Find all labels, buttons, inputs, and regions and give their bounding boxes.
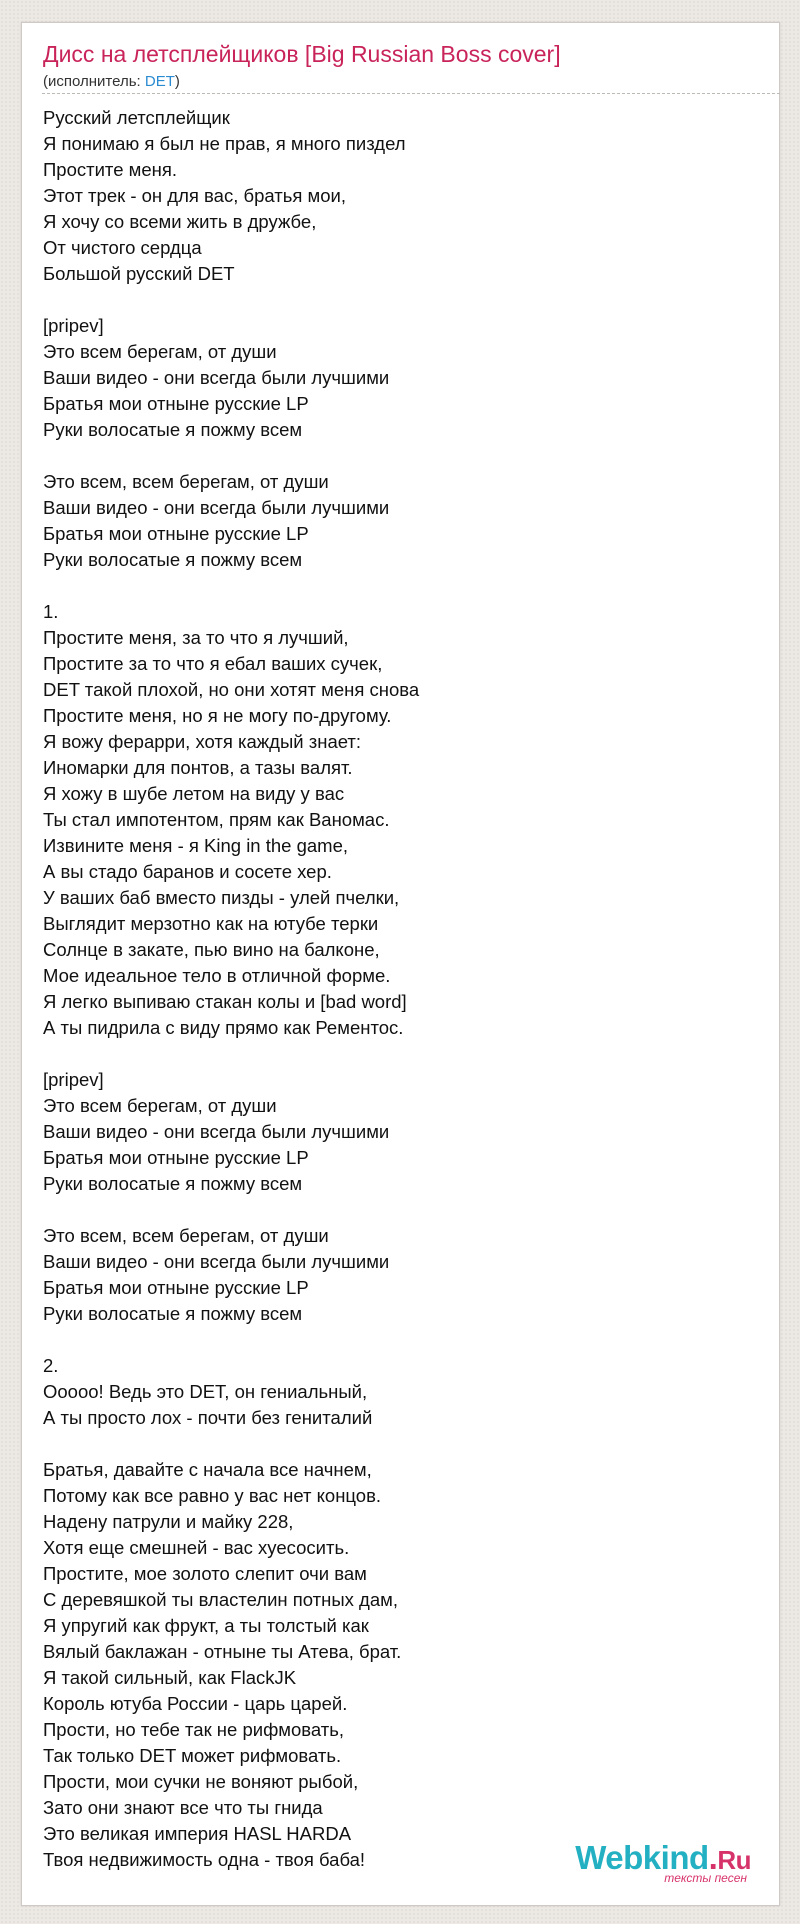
lyrics-line: А вы стадо баранов и сосете хер.: [43, 861, 332, 882]
lyrics-line: Король ютуба России - царь царей.: [43, 1693, 348, 1714]
lyrics-line: Братья мои отныне русские LP: [43, 1147, 309, 1168]
lyrics-line: Вялый баклажан - отныне ты Атева, брат.: [43, 1641, 402, 1662]
performer-prefix: (исполнитель:: [43, 73, 145, 90]
lyrics-line: [pripev]: [43, 315, 104, 336]
lyrics-line: Твоя недвижимость одна - твоя баба!: [43, 1849, 366, 1870]
lyrics-line: Иномарки для понтов, а тазы валят.: [43, 757, 353, 778]
lyrics-line: Братья, давайте с начала все начнем,: [43, 1459, 372, 1480]
lyrics-line: Я легко выпиваю стакан колы и [bad word]: [43, 991, 407, 1012]
lyrics-line: Это всем берегам, от души: [43, 1095, 277, 1116]
lyrics-line: Так только DET может рифмовать.: [43, 1745, 342, 1766]
lyrics-blank-line: [43, 287, 763, 313]
lyrics-line: Это великая империя HASL HARDA: [43, 1823, 352, 1844]
header-divider: [42, 93, 780, 94]
lyrics-blank-line: [43, 1197, 763, 1223]
lyrics-line: А ты просто лох - почти без гениталий: [43, 1407, 373, 1428]
logo-dot: .: [708, 1839, 718, 1876]
lyrics-line: Братья мои отныне русские LP: [43, 393, 309, 414]
lyrics-line: 2.: [43, 1355, 59, 1376]
lyrics-line: У ваших баб вместо пизды - улей пчелки,: [43, 887, 400, 908]
lyrics-line: Ваши видео - они всегда были лучшими: [43, 497, 390, 518]
lyrics-line: Ваши видео - они всегда были лучшими: [43, 1121, 390, 1142]
lyrics-line: Прости, но тебе так не рифмовать,: [43, 1719, 345, 1740]
lyrics-line: А ты пидрила с виду прямо как Рементос.: [43, 1017, 404, 1038]
lyrics-line: [pripev]: [43, 1069, 104, 1090]
lyrics-line: Братья мои отныне русские LP: [43, 523, 309, 544]
lyrics-line: Руки волосатые я пожму всем: [43, 419, 303, 440]
lyrics-line: Я хочу со всеми жить в дружбе,: [43, 211, 317, 232]
lyrics-line: Хотя еще смешней - вас хуесосить.: [43, 1537, 350, 1558]
lyrics-line: Этот трек - он для вас, братья мои,: [43, 185, 346, 206]
lyrics-blank-line: [43, 573, 763, 599]
lyrics-line: Надену патрули и майку 228,: [43, 1511, 294, 1532]
lyrics-line: Ооооо! Ведь это DET, он гениальный,: [43, 1381, 368, 1402]
lyrics-line: Простите меня.: [43, 159, 178, 180]
lyrics-line: Я такой сильный, как FlackJK: [43, 1667, 297, 1688]
lyrics-line: Простите за то что я ебал ваших сучек,: [43, 653, 383, 674]
lyrics-line: Ты стал импотентом, прям как Ваномас.: [43, 809, 390, 830]
lyrics-line: 1.: [43, 601, 59, 622]
lyrics-line: Я упругий как фрукт, а ты толстый как: [43, 1615, 369, 1636]
lyrics-line: Руки волосатые я пожму всем: [43, 1303, 303, 1324]
lyrics-blank-line: [43, 1431, 763, 1457]
lyrics-line: Простите, мое золото слепит очи вам: [43, 1563, 367, 1584]
logo-main-text: Webkind: [575, 1839, 709, 1876]
lyrics-line: Извините меня - я King in the game,: [43, 835, 349, 856]
lyrics-line: Простите меня, но я не могу по-другому.: [43, 705, 392, 726]
lyrics-blank-line: [43, 443, 763, 469]
lyrics-card: [21, 22, 780, 1906]
performer-suffix: ): [174, 73, 180, 90]
lyrics-line: Русский летсплейщик: [43, 107, 230, 128]
lyrics-line: С деревяшкой ты властелин потных дам,: [43, 1589, 398, 1610]
lyrics-line: Выглядит мерзотно как на ютубе терки: [43, 913, 379, 934]
lyrics-blank-line: [43, 1041, 763, 1067]
lyrics-line: Солнце в закате, пью вино на балконе,: [43, 939, 380, 960]
lyrics-line: Я хожу в шубе летом на виду у вас: [43, 783, 345, 804]
lyrics-line: Потому как все равно у вас нет концов.: [43, 1485, 382, 1506]
lyrics-line: Большой русский DET: [43, 263, 235, 284]
lyrics-line: Руки волосатые я пожму всем: [43, 1173, 303, 1194]
logo-tld: Ru: [717, 1845, 751, 1875]
lyrics-line: Это всем, всем берегам, от души: [43, 1225, 329, 1246]
site-logo[interactable]: [575, 1841, 751, 1885]
lyrics-text: [43, 105, 763, 1873]
lyrics-line: Прости, мои сучки не воняют рыбой,: [43, 1771, 359, 1792]
lyrics-line: Это всем, всем берегам, от души: [43, 471, 329, 492]
lyrics-line: Мое идеальное тело в отличной форме.: [43, 965, 391, 986]
lyrics-line: Я вожу ферарри, хотя каждый знает:: [43, 731, 362, 752]
lyrics-line: Это всем берегам, от души: [43, 341, 277, 362]
lyrics-line: Ваши видео - они всегда были лучшими: [43, 1251, 390, 1272]
lyrics-blank-line: [43, 1327, 763, 1353]
lyrics-line: Зато они знают все что ты гнида: [43, 1797, 323, 1818]
lyrics-line: Я понимаю я был не прав, я много пиздел: [43, 133, 406, 154]
lyrics-line: DET такой плохой, но они хотят меня снова: [43, 679, 420, 700]
lyrics-line: Простите меня, за то что я лучший,: [43, 627, 349, 648]
performer-line: [43, 73, 180, 90]
lyrics-line: От чистого сердца: [43, 237, 202, 258]
logo-tagline: тексты песен: [664, 1871, 747, 1885]
lyrics-line: Руки волосатые я пожму всем: [43, 549, 303, 570]
lyrics-line: Братья мои отныне русские LP: [43, 1277, 309, 1298]
page-title: Дисс на летсплейщиков [Big Russian Boss cover]: [43, 41, 561, 67]
lyrics-line: Ваши видео - они всегда были лучшими: [43, 367, 390, 388]
performer-link[interactable]: DET: [144, 73, 175, 90]
